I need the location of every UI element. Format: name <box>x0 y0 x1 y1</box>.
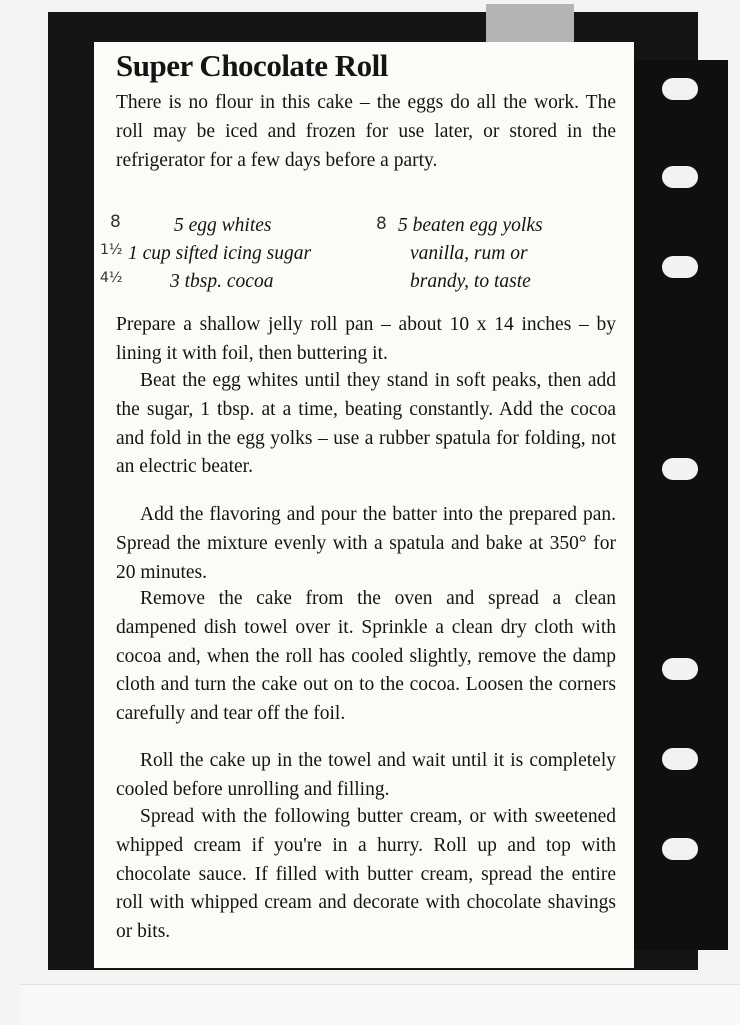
tape-strip <box>486 4 574 44</box>
film-hole <box>662 748 698 770</box>
recipe-clipping <box>94 42 634 968</box>
handwritten-note: 1½ <box>100 242 123 258</box>
ingredient-item: brandy, to taste <box>410 271 531 292</box>
ingredient-item: 3 tbsp. cocoa <box>170 271 274 292</box>
ingredient-list <box>94 212 634 302</box>
recipe-step: Remove the cake from the oven and spread a clean dampened dish towel over it. Sprinkle a clean dry cloth with cocoa and, when the roll has cooled slightly, remove the damp cloth and turn the cake out on to the cocoa. Loosen the corners carefully and tear off the foil. <box>116 588 616 725</box>
recipe-step: Spread with the following butter cream, or with sweetened whipped cream if you're in a hurry. Roll up and top with chocolate sauce. If filled with butter cream, spread the entire roll with whipped cream and decorate with chocolate shavings or bits. <box>116 806 616 943</box>
film-hole <box>662 78 698 100</box>
ingredient-item: 1 cup sifted icing sugar <box>128 243 312 264</box>
recipe-step: Add the flavoring and pour the batter into the prepared pan. Spread the mixture evenly with a spatula and bake at 350° for 20 minutes. <box>116 504 616 583</box>
handwritten-note: 8 <box>110 212 121 232</box>
recipe-step: Beat the egg whites until they stand in soft peaks, then add the sugar, 1 tbsp. at a time, beating constantly. Add the cocoa and fold in the egg yolks – use a rubber spatula for folding, not an electric beater. <box>116 370 616 478</box>
handwritten-note: 8 <box>376 214 387 234</box>
ingredient-item: vanilla, rum or <box>410 243 528 264</box>
handwritten-note: 4½ <box>100 270 123 286</box>
ingredient-item: 5 egg whites <box>174 215 272 236</box>
film-hole <box>662 658 698 680</box>
recipe-title: Super Chocolate Roll <box>116 48 388 83</box>
page-edge <box>20 984 740 1025</box>
recipe-intro: There is no flour in this cake – the eggs do all the work. The roll may be iced and frozen for use later, or stored in the refrigerator for a few days before a party. <box>116 92 616 171</box>
recipe-step: Roll the cake up in the towel and wait until it is completely cooled before unrolling and filling. <box>116 750 616 800</box>
recipe-step: Prepare a shallow jelly roll pan – about 10 x 14 inches – by lining it with foil, then buttering it. <box>116 314 616 364</box>
film-hole <box>662 166 698 188</box>
film-hole <box>662 256 698 278</box>
ingredient-item: 5 beaten egg yolks <box>398 215 543 236</box>
film-hole <box>662 838 698 860</box>
film-hole <box>662 458 698 480</box>
film-strip <box>632 60 728 950</box>
